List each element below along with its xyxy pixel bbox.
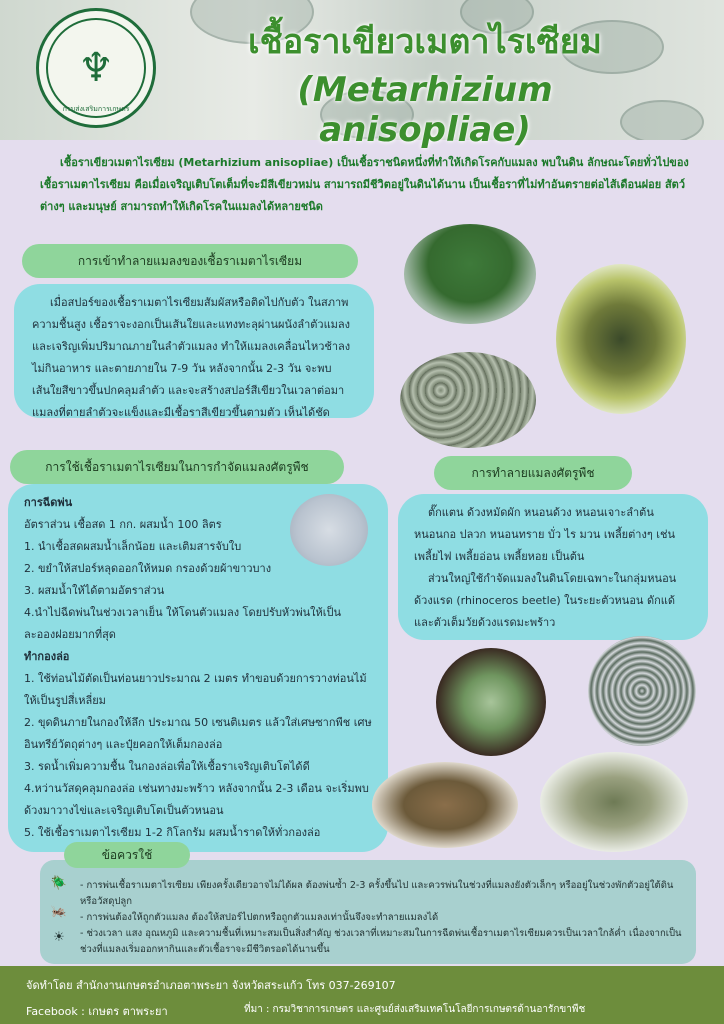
spray-step: 1. นำเชื้อสดผสมน้ำเล็กน้อย และเติมสารจับใบ [24,540,242,553]
green-spore-powder-photo [404,224,536,324]
sun-icon: ☀ [53,930,65,945]
usage-heading: การใช้เชื้อราเมตาไรเซียมในการกำจัดแมลงศัตรูพืช [10,450,344,484]
spray-ratio: อัตราส่วน เชื้อสด 1 กก. ผสมน้ำ 100 ลิตร [24,518,222,531]
notes-box [40,860,696,964]
deity-emblem-icon: ♆ [46,18,146,118]
note-item: - ช่วงเวลา แสง อุณหภูมิ และความชื้นที่เหมาะสมเป็นสิ่งสำคัญ ช่วงเวลาที่เหมาะสมในการฉีดพ่นเชื้อราเมตาไรเซียมควรเป็นเวลาใกล้ค่ำ เนื่องจากเป็นช่วงที่แมลงเริ่มออกหากินและตัวเชื้อราจะมีชีวิตรอดได้นานขึ้น [80,928,682,955]
infection-heading: การเข้าทำลายแมลงของเชื้อราเมตาไรเซียม [22,244,358,278]
pests-list: ตั๊กแตน ด้วงหมัดผัก หนอนด้วง หนอนเจาะลำต้น หนอนกอ ปลวก หนอนทราย บั่ว ไร มวน เพลี้ยต่างๆ เช่น เพลี้ยไฟ เพลี้ยอ่อน เพลี้ยหอย เป็นต้น [414,506,675,563]
infected-larvae-photo [588,636,696,746]
petri-dish-culture-photo [556,264,686,414]
infected-beetles-photo [540,752,688,852]
trap-step: 3. รดน้ำเพิ่มความชื้น ในกองล่อเพื่อให้เชื้อราเจริญเติบโตได้ดี [24,760,310,773]
footer-credit: จัดทำโดย สำนักงานเกษตรอำเภอตาพระยา จังหวัดสระแก้ว โทร 037-269107 [26,979,396,992]
trap-step: 5. ใช้เชื้อราเมตาไรเซียม 1-2 กิโลกรัม ผสมน้ำราดให้ทั่วกองล่อ [24,826,321,839]
trap-step: 2. ขุดดินภายในกองให้ลึก ประมาณ 50 เซนติเมตร แล้วใส่เศษซากพืช เศษอินทรีย์วัตถุต่างๆ และปุ๋ยคอกให้เต็มกองล่อ [24,716,372,751]
infected-grasshoppers-photo [372,762,518,848]
note-item: - การพ่นต้องให้ถูกตัวแมลง ต้องให้สปอร์ไปตกหรือถูกตัวแมลงเท่านั้นจึงจะทำลายแมลงได้ [80,912,439,923]
footer-facebook: Facebook : เกษตร ตาพระยา [26,1005,168,1018]
spray-title: การฉีดพ่น [24,496,73,509]
note-item: - การพ่นเชื้อราเมตาไรเซียม เพียงครั้งเดียวอาจไม่ได้ผล ต้องพ่นซ้ำ 2-3 ครั้งขึ้นไป และควรพ่นในช่วงที่แมลงยังตัวเล็กๆ หรืออยู่ในช่วงพักตัวอยู่ใต้ดินหรือวัสดุปลูก [80,880,674,907]
page-subtitle-scientific: (Metarhizium anisopliae) [297,70,553,150]
microscope-spores-photo [290,494,368,566]
infection-text: เมื่อสปอร์ของเชื้อราเมตาไรเซียมสัมผัสหรือติดไปกับตัว ในสภาพความชื้นสูง เชื้อราจะงอกเป็นเส้นใยและแทงทะลุผ่านผนังลำตัวแมลง และเจริญเพิ่มปริมาณภายในลำตัวแมลง ทำให้แมลงเคลื่อนไหวช้าลง ไม่กินอาหาร และตายภายใน 7-9 วัน หลังจากนั้น 2-3 วัน จะพบเส้นใยสีขาวขึ้นปกคลุมลำตัว และจะสร้างสปอร์สีเขียวในเวลาต่อมา แมลงที่ตายลำตัวจะแข็งและมีเชื้อราสีเขียวขึ้นตามตัว เห็นได้ชัด [14,284,374,418]
trap-title: ทำกองล่อ [24,650,70,663]
logo-text: กรมส่งเสริมการเกษตร [62,105,130,113]
page-title: เชื้อราเขียวเมตาไรเซียม [248,22,602,62]
footer [0,966,724,1024]
pests-heading: การทำลายแมลงศัตรูพืช [434,456,632,490]
spray-step: 3. ผสมน้ำให้ได้ตามอัตราส่วน [24,584,165,597]
department-logo [36,8,156,128]
spray-step: 2. ขยำให้สปอร์หลุดออกให้หมด กรองด้วยผ้าขาวบาง [24,562,272,575]
infected-grub-photo [436,648,546,756]
trap-step: 1. ใช้ท่อนไม้ตัดเป็นท่อนยาวประมาณ 2 เมตร ทำขอบด้วยการวางท่อนไม้ให้เป็นรูปสี่เหลี่ยม [24,672,367,707]
spray-step: 4.นำไปฉีดพ่นในช่วงเวลาเย็น ให้โดนตัวแมลง โดยปรับหัวพ่นให้เป็นละอองฝอยมากที่สุด [24,606,342,641]
intro-paragraph: เชื้อราเขียวเมตาไรเซียม (Metarhizium anisopliae) เป็นเชื้อราชนิดหนึ่งที่ทำให้เกิดโรคกับแมลง พบในดิน ลักษณะโดยทั่วไปของเชื้อราเมตาไรเซียม คือเมื่อเจริญเติบโตเต็มที่จะมีสีเขียวหม่น สามารถมีชีวิตอยู่ในดินได้นาน เป็นเชื้อราที่ไม่ทำอันตรายต่อไส้เดือนฝอย สัตว์ต่างๆ และมนุษย์ สามารถทำให้เกิดโรคในแมลงได้หลายชนิด [40,156,689,213]
pests-box [398,494,708,640]
trap-step: 4.หว่านวัสดุคลุมกองล่อ เช่นทางมะพร้าว หลังจากนั้น 2-3 เดือน จะเริ่มพบด้วงมาวางไข่และเจริญเติบโตเป็นตัวหนอน [24,782,369,817]
beetle-icon: 🪲 [50,876,68,891]
footer-source: ที่มา : กรมวิชาการเกษตร และศูนย์ส่งเสริมเทคโนโลยีการเกษตรด้านอารักขาพืช [244,1004,586,1015]
notes-heading: ข้อควรใช้ [64,842,190,868]
rice-grain-culture-photo [400,352,536,448]
pests-note: ส่วนใหญ่ใช้กำจัดแมลงในดินโดยเฉพาะในกลุ่มหนอนด้วงแรด (rhinoceros beetle) ในระยะตัวหนอน ดักแด้ และตัวเต็มวัยด้วงแรดมะพร้าว [414,572,677,629]
grasshopper-icon: 🦗 [50,904,68,919]
